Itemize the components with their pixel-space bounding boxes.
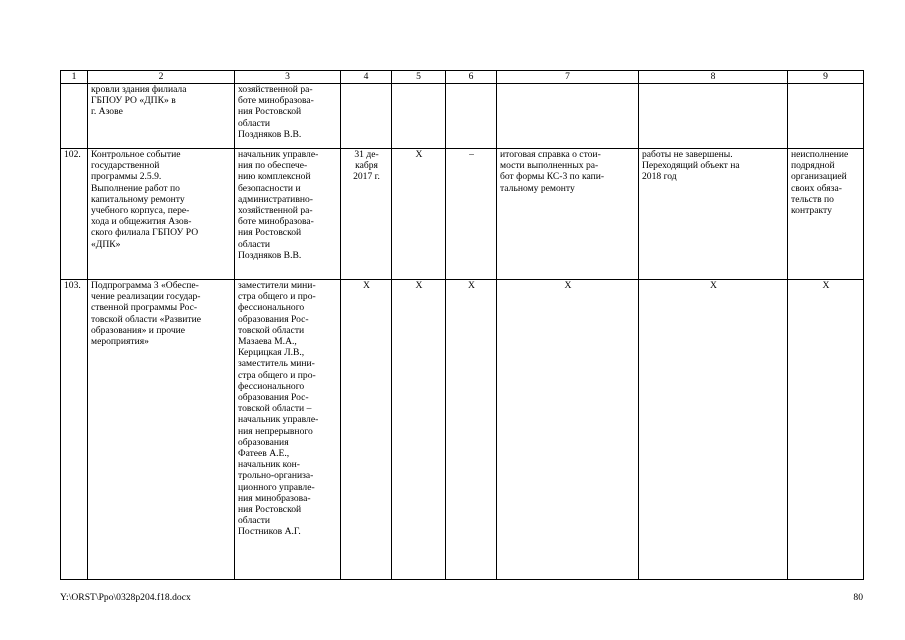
column-header: 2 [88, 71, 235, 84]
row-number: 103. [61, 280, 88, 580]
header-row [61, 71, 864, 84]
date-cell: Х [341, 280, 392, 580]
column-header: 4 [341, 71, 392, 84]
col6-cell [446, 84, 497, 149]
col6-cell: – [446, 149, 497, 280]
col5-cell: Х [392, 280, 446, 580]
column-header: 5 [392, 71, 446, 84]
reasons-cell: Х [639, 280, 788, 580]
table-row [61, 149, 864, 280]
column-header: 9 [788, 71, 864, 84]
col5-cell [392, 84, 446, 149]
column-header: 7 [497, 71, 639, 84]
col6-cell: Х [446, 280, 497, 580]
consequences-cell [788, 84, 864, 149]
col5-cell: Х [392, 149, 446, 280]
document-page [60, 70, 863, 580]
result-cell: итоговая справка о стои- мости выполненных ра- бот формы КС-3 по капи- тальному ремонту [497, 149, 639, 280]
file-path: Y:\ORST\Ppo\0328p204.f18.docx [60, 592, 191, 603]
column-header: 8 [639, 71, 788, 84]
consequences-cell: неисполнение подрядной организацией своих обяза- тельств по контракту [788, 149, 864, 280]
report-table [60, 70, 864, 580]
column-header: 1 [61, 71, 88, 84]
reasons-cell: работы не завершены. Переходящий объект на 2018 год [639, 149, 788, 280]
event-name-cell: Подпрограмма 3 «Обеспе- чение реализации государ- ственной программы Рос- товской области «Развитие образования» и прочие мероприятия» [88, 280, 235, 580]
result-cell: Х [497, 280, 639, 580]
reasons-cell [639, 84, 788, 149]
date-cell [341, 84, 392, 149]
event-name-cell: Контрольное событие государственной программы 2.5.9. Выполнение работ по капитальному ремонту учебного корпуса, пере- хода и общежития Азов- ского филиала ГБПОУ РО «ДПК» [88, 149, 235, 280]
table-row [61, 280, 864, 580]
consequences-cell: Х [788, 280, 864, 580]
column-header: 3 [235, 71, 341, 84]
table-row [61, 84, 864, 149]
responsible-cell: начальник управле- ния по обеспече- нию комплексной безопасности и административно- хозяйственной ра- боте минобразова- ния Ростовской области Поздняков В.В. [235, 149, 341, 280]
responsible-cell: хозяйственной ра- боте минобразова- ния Ростовской области Поздняков В.В. [235, 84, 341, 149]
result-cell [497, 84, 639, 149]
page-number: 80 [853, 592, 863, 603]
column-header: 6 [446, 71, 497, 84]
event-name-cell: кровли здания филиала ГБПОУ РО «ДПК» в г. Азове [88, 84, 235, 149]
responsible-cell: заместители мини- стра общего и про- фессионального образования Рос- товской области Мазаева М.А., Керцицкая Л.В., заместитель мини- стра общего и про- фессионального образования Рос- товской области – начальник управле- ния непрерывного образования Фатеев А.Е., начальник кон- трольно-организа- ционного управле- ния минобразова- ния Ростовской области Постников А.Г. [235, 280, 341, 580]
date-cell: 31 де- кабря 2017 г. [341, 149, 392, 280]
row-number [61, 84, 88, 149]
row-number: 102. [61, 149, 88, 280]
